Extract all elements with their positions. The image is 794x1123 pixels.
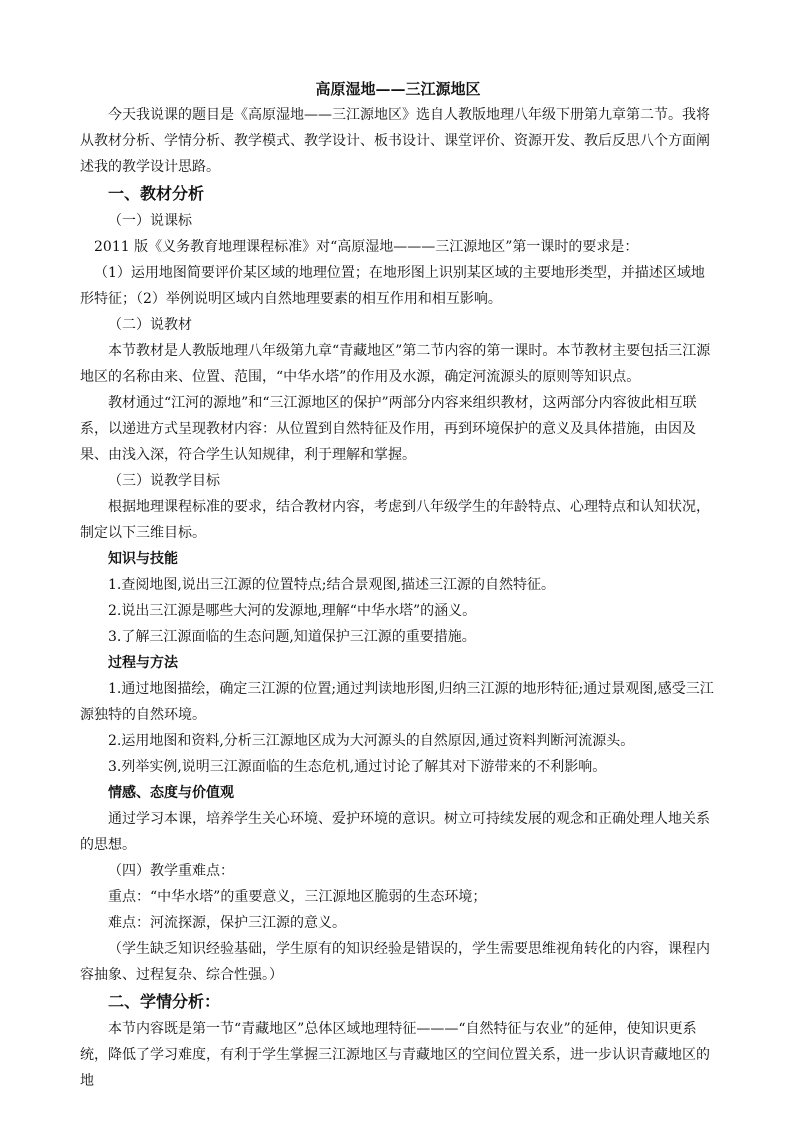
paragraph-standard: 2011 版《义务教育地理课程标准》对“高原湿地———三江源地区”第一课时的要求是： (94, 239, 639, 255)
section-heading-student-analysis: 二、学情分析： (108, 992, 221, 1011)
paragraph-emotion: 通过学习本课，培养学生关心环境、爱护环境的意识。树立可持续发展的观念和正确处理人地关系的思想。 (80, 811, 710, 853)
list-item-method-1: 1.通过地图描绘，确定三江源的位置;通过判读地形图,归纳三江源的地形特征;通过景观图,感受三江源独特的自然环境。 (80, 681, 714, 723)
intro-paragraph: 今天我说课的题目是《高原湿地——三江源地区》选自人教版地理八年级下册第九章第二节。我将从教材分析、学情分析、教学模式、教学设计、板书设计、课堂评价、资源开发、教后反思八个方面阐述我的教学设计思路。 (80, 107, 710, 175)
section-heading-textbook-analysis: 一、教材分析 (108, 184, 205, 203)
paragraph-goals: 根据地理课程标准的要求，结合教材内容，考虑到八年级学生的年龄特点、心理特点和认知状况，制定以下三维目标。 (80, 499, 710, 541)
paragraph-key-point: 重点：“中华水塔”的重要意义，三江源地区脆弱的生态环境； (108, 889, 487, 905)
document-title: 高原湿地——三江源地区 (315, 80, 481, 98)
paragraph-textbook-content: 本节教材是人教版地理八年级第九章“青藏地区”第二节内容的第一课时。本节教材主要包括三江源地区的名称由来、位置、范围，“中华水塔”的作用及水源，确定河流源头的原则等知识点。 (80, 343, 711, 385)
subheading-key-points: （四）教学重难点： (108, 863, 234, 879)
paragraph-note: （学生缺乏知识经验基础，学生原有的知识经验是错误的，学生需要思维视角转化的内容，课程内容抽象、过程复杂、综合性强。） (80, 941, 710, 983)
subheading-curriculum-standard: （一）说课标 (108, 213, 192, 229)
list-item-method-2: 2.运用地图和资料,分析三江源地区成为大河源头的自然原因,通过资料判断河流源头。 (108, 733, 635, 749)
heading-process-methods: 过程与方法 (108, 655, 178, 671)
list-item-knowledge-2: 2.说出三江源是哪些大河的发源地,理解“中华水塔”的涵义。 (108, 603, 477, 619)
subheading-teaching-goals: （三）说教学目标 (108, 473, 220, 489)
paragraph-standard-requirements: （1）运用地图简要评价某区域的地理位置；在地形图上识别某区域的主要地形类型，并描述区域地形特征；（2）举例说明区域内自然地理要素的相互作用和相互影响。 (80, 265, 705, 307)
paragraph-textbook-organization: 教材通过“江河的源地”和“三江源地区的保护”两部分内容来组织教材，这两部分内容彼此相互联系，以递进方式呈现教材内容：从位置到自然特征及作用，再到环境保护的意义及具体措施，由因及果、由浅入深，符合学生认知规律，利于理解和掌握。 (80, 395, 697, 463)
document-body (80, 76, 716, 1094)
list-item-knowledge-1: 1.查阅地图,说出三江源的位置特点;结合景观图,描述三江源的自然特征。 (108, 577, 555, 593)
subheading-textbook: （二）说教材 (108, 317, 192, 333)
heading-knowledge-skills: 知识与技能 (108, 551, 178, 567)
heading-emotion-values: 情感、态度与价值观 (108, 785, 234, 801)
list-item-knowledge-3: 3.了解三江源面临的生态问题,知道保护三江源的重要措施。 (108, 629, 476, 645)
list-item-method-3: 3.列举实例,说明三江源面临的生态危机,通过讨论了解其对下游带来的不利影响。 (108, 759, 607, 775)
paragraph-student-analysis: 本节内容既是第一节“青藏地区”总体区域地理特征———“自然特征与农业”的延伸，使知识更系统，降低了学习难度，有利于学生掌握三江源地区与青藏地区的空间位置关系，进一步认识青藏地区的地 (80, 1021, 710, 1089)
paragraph-difficult-point: 难点：河流探源，保护三江源的意义。 (108, 915, 346, 931)
